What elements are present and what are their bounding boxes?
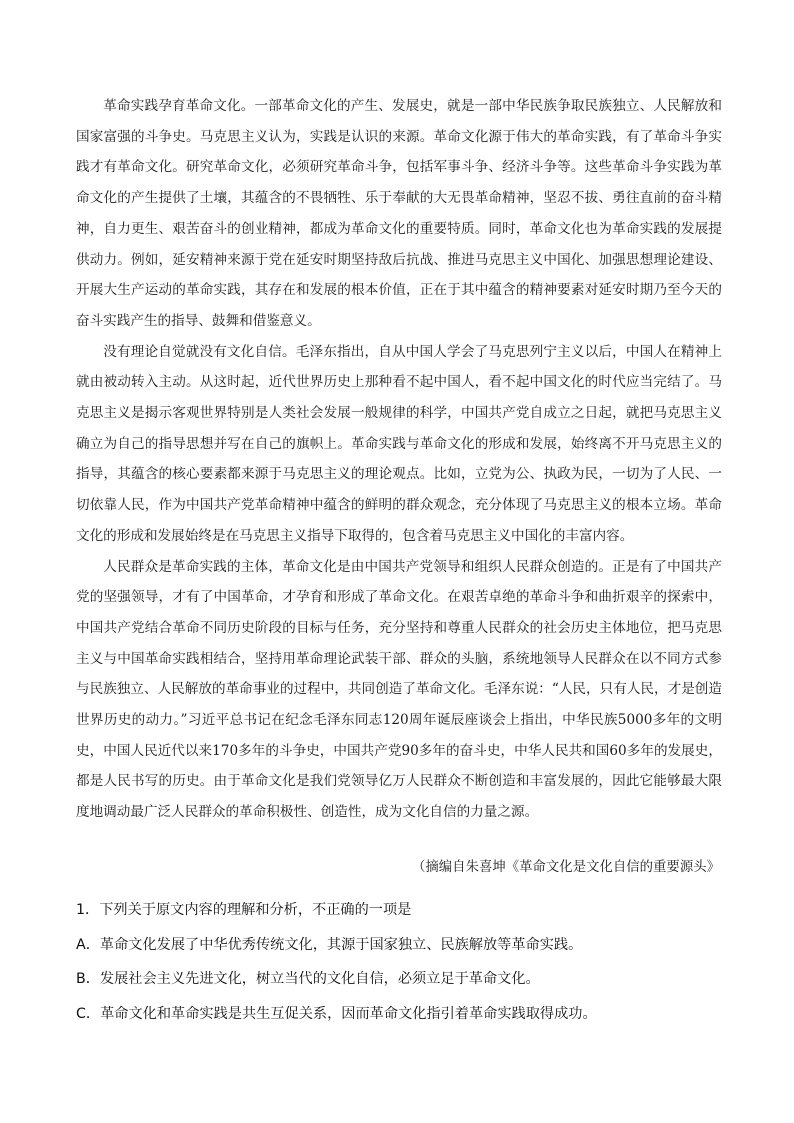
article-paragraph-2: 没有理论自觉就没有文化自信。毛泽东指出，自从中国人学会了马克思列宁主义以后，中国人在精神上就由被动转入主动。从这时起，近代世界历史上那种看不起中国人，看不起中国文化的时代应当完结了。马克思主义是揭示客观世界特别是人类社会发展一般规律的科学，中国共产党自成立之日起，就把马克思主义确立为自己的指导思想并写在自己的旗帜上。革命实践与革命文化的形成和发展，始终离不开马克思主义的指导，其蕴含的核心要素都来源于马克思主义的理论观点。比如，立党为公、执政为民，一切为了人民、一切依靠人民，作为中国共产党革命精神中蕴含的鲜明的群众观念，充分体现了马克思主义的根本立场。革命文化的形成和发展始终是在马克思主义指导下取得的，包含着马克思主义中国化的丰富内容。 xyxy=(76,343,722,544)
option-a: A．革命文化发展了中华优秀传统文化，其源于国家独立、民族解放等革命实践。 xyxy=(76,936,583,953)
article-source: （摘编自朱喜坤《革命文化是文化自信的重要源头》 xyxy=(412,860,720,875)
option-c: C．革命文化和革命实践是共生互促关系，因而革命文化指引着革命实践取得成功。 xyxy=(76,1005,597,1022)
article-paragraph-1: 革命实践孕育革命文化。一部革命文化的产生、发展史，就是一部中华民族争取民族独立、人民解放和国家富强的斗争史。马克思主义认为，实践是认识的来源。革命文化源于伟大的革命实践，有了革命斗争实践才有革命文化。研究革命文化，必须研究革命斗争，包括军事斗争、经济斗争等。这些革命斗争实践为革命文化的产生提供了土壤，其蕴含的不畏牺牲、乐于奉献的大无畏革命精神，坚忍不拔、勇往直前的奋斗精神，自力更生、艰苦奋斗的创业精神，都成为革命文化的重要特质。同时，革命文化也为革命实践的发展提供动力。例如，延安精神来源于党在延安时期坚持敌后抗战、推进马克思主义中国化、加强思想理论建设、开展大生产运动的革命实践，其存在和发展的根本价值，正在于其中蕴含的精神要素对延安时期乃至今天的奋斗实践产生的指导、鼓舞和借鉴意义。 xyxy=(76,98,722,329)
article-body xyxy=(76,91,722,828)
question-stem: 1．下列关于原文内容的理解和分析，不正确的一项是 xyxy=(76,902,412,918)
option-b: B．发展社会主义先进文化，树立当代的文化自信，必须立足于革命文化。 xyxy=(76,971,540,987)
question-1 xyxy=(76,893,736,1031)
article-paragraph-3: 人民群众是革命实践的主体，革命文化是由中国共产党领导和组织人民群众创造的。正是有了中国共产党的坚强领导，才有了中国革命，才孕育和形成了革命文化。在艰苦卓绝的革命斗争和曲折艰辛的探索中，中国共产党结合革命不同历史阶段的目标与任务，充分坚持和尊重人民群众的社会历史主体地位，把马克思主义与中国革命实践相结合，坚持用革命理论武装干部、群众的头脑，系统地领导人民群众在以不同方式参与民族独立、人民解放的革命事业的过程中，共同创造了革命文化。毛泽东说：“人民，只有人民，才是创造世界历史的动力。”习近平总书记在纪念毛泽东同志120周年诞辰座谈会上指出，中华民族5000多年的文明史，中国人民近代以来170多年的斗争史，中国共产党90多年的奋斗史，中华人民共和国60多年的发展史，都是人民书写的历史。由于革命文化是我们党领导亿万人民群众不断创造和丰富发展的，因此它能够最大限度地调动最广泛人民群众的革命积极性、创造性，成为文化自信的力量之源。 xyxy=(76,558,722,821)
